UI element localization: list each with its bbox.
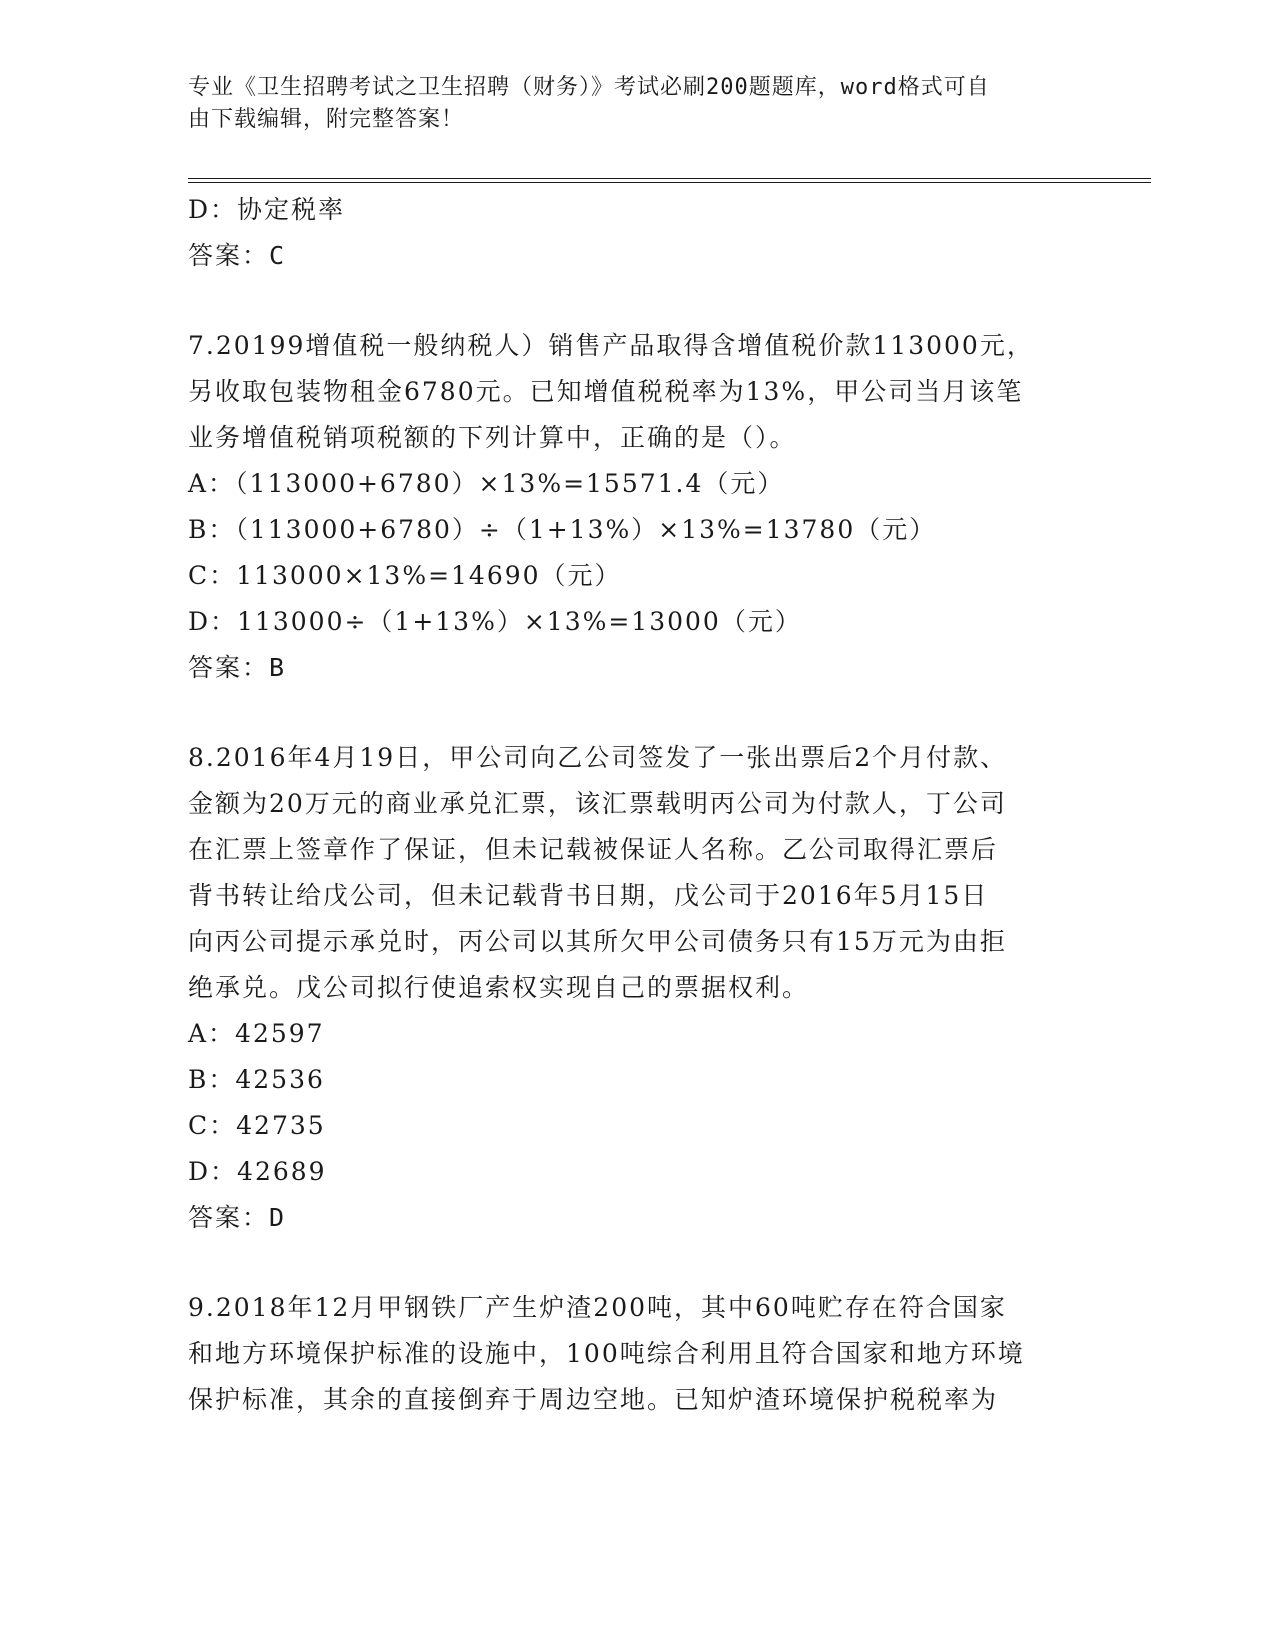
option-d: D：协定税率 xyxy=(188,195,346,224)
header-line-1: 专业《卫生招聘考试之卫生招聘（财务）》考试必刷200题题库，word格式可自 xyxy=(188,75,990,100)
option-b: B：（113000+6780）÷（1+13%）×13%=13780（元） xyxy=(188,515,937,544)
option-a: A：（113000+6780）×13%=15571.4（元） xyxy=(188,469,785,498)
spacer xyxy=(188,279,1088,323)
question-stem-line: 金额为20万元的商业承兑汇票，该汇票载明丙公司为付款人，丁公司 xyxy=(188,789,1007,818)
question-8 xyxy=(188,735,1088,1241)
option-c: C：42735 xyxy=(188,1111,326,1140)
question-stem-line: 9.2018年12月甲钢铁厂产生炉渣200吨，其中60吨贮存在符合国家 xyxy=(188,1293,1007,1322)
question-stem-line: 向丙公司提示承兑时，丙公司以其所欠甲公司债务只有15万元为由拒 xyxy=(188,927,1007,956)
option-d: D：42689 xyxy=(188,1157,327,1186)
document-body xyxy=(188,187,1088,1423)
answer: 答案：D xyxy=(188,1203,287,1232)
question-stem-line: 8.2016年4月19日，甲公司向乙公司签发了一张出票后2个月付款、 xyxy=(188,743,1008,772)
question-stem-line: 保护标准，其余的直接倒弃于周边空地。已知炉渣环境保护税税率为 xyxy=(188,1385,999,1414)
question-7 xyxy=(188,323,1088,691)
spacer xyxy=(188,691,1088,735)
question-stem-line: 和地方环境保护标准的设施中，100吨综合利用且符合国家和地方环境 xyxy=(188,1339,1025,1368)
header-divider xyxy=(188,178,1151,183)
question-stem-line: 另收取包装物租金6780元。已知增值税税率为13%，甲公司当月该笔 xyxy=(188,377,1024,406)
spacer xyxy=(188,1241,1088,1285)
question-9 xyxy=(188,1285,1088,1423)
question-stem-line: 背书转让给戊公司，但未记载背书日期，戊公司于2016年5月15日 xyxy=(188,881,989,910)
question-stem-line: 业务增值税销项税额的下列计算中，正确的是（）。 xyxy=(188,423,797,452)
option-c: C：113000×13%=14690（元） xyxy=(188,561,622,590)
option-d: D：113000÷（1+13%）×13%=13000（元） xyxy=(188,607,802,636)
answer: 答案：C xyxy=(188,241,287,270)
question-stem-line: 7.20199增值税一般纳税人）销售产品取得含增值税价款113000元， xyxy=(188,331,1034,360)
page-header xyxy=(188,72,1088,136)
header-line-2: 由下载编辑，附完整答案！ xyxy=(188,107,465,132)
answer: 答案：B xyxy=(188,653,287,682)
question-stem-line: 绝承兑。戊公司拟行使追索权实现自己的票据权利。 xyxy=(188,973,810,1002)
option-a: A：42597 xyxy=(188,1019,325,1048)
question-stem-line: 在汇票上签章作了保证，但未记载被保证人名称。乙公司取得汇票后 xyxy=(188,835,999,864)
prev-question-tail xyxy=(188,187,1088,279)
option-b: B：42536 xyxy=(188,1065,325,1094)
